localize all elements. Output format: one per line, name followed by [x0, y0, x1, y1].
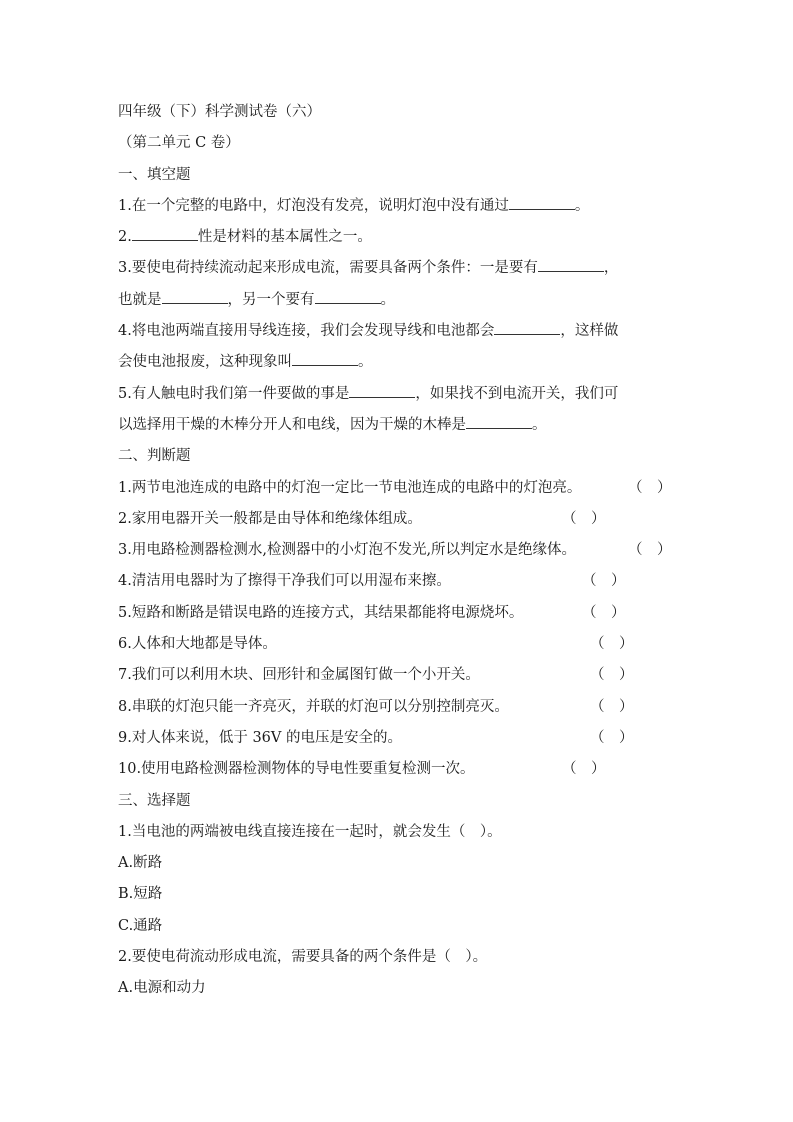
- judge-item: [118, 602, 678, 633]
- answer-bracket[interactable]: （ ）: [628, 479, 672, 496]
- fill-question-4: [118, 320, 678, 351]
- judge-item: [118, 758, 678, 789]
- choice-option[interactable]: B.短路: [118, 886, 163, 903]
- question-text: 10.使用电路检测器检测物体的导电性要重复检测一次。: [118, 761, 475, 778]
- question-text: 2.家用电器开关一般都是由导体和绝缘体组成。: [118, 510, 422, 527]
- question-text: 2.: [118, 229, 132, 246]
- question-text: ，另一个要有: [227, 291, 315, 308]
- fill-question-4-cont: [118, 351, 678, 382]
- judge-item: [118, 727, 678, 758]
- question-text: ，: [603, 260, 619, 277]
- question-text: 9.对人体来说，低于 36V 的电压是安全的。: [118, 729, 402, 746]
- section-heading-fill-blank: 一、填空题: [118, 166, 191, 183]
- question-text: 。: [380, 291, 395, 308]
- page-title: 四年级（下）科学测试卷（六）: [118, 104, 321, 120]
- page-subtitle: （第二单元 C 卷）: [118, 135, 240, 152]
- answer-blank[interactable]: [494, 320, 560, 335]
- answer-bracket[interactable]: （ ）: [590, 636, 634, 653]
- answer-bracket[interactable]: （ ）: [562, 510, 606, 527]
- answer-bracket[interactable]: （ ）: [590, 698, 634, 715]
- question-text: ，如果找不到电流开关，我们可: [415, 385, 619, 402]
- judge-item: [118, 570, 678, 601]
- fill-question-5: [118, 383, 678, 414]
- worksheet: [118, 101, 678, 1009]
- answer-bracket[interactable]: （ ）: [590, 729, 634, 746]
- answer-bracket[interactable]: （ ）: [582, 573, 626, 590]
- answer-blank[interactable]: [509, 195, 575, 210]
- answer-bracket[interactable]: （ ）: [628, 542, 672, 559]
- choice-question-1: 1.当电池的两端被电线直接连接在一起时，就会发生（ ）。: [118, 823, 502, 840]
- section-heading-choice: 三、选择题: [118, 792, 191, 809]
- answer-blank[interactable]: [349, 383, 415, 398]
- choice-option[interactable]: A.电源和动力: [118, 980, 206, 997]
- judge-item: [118, 477, 678, 508]
- question-text: 性是材料的基本属性之一。: [197, 229, 372, 246]
- answer-blank[interactable]: [466, 414, 532, 429]
- choice-option[interactable]: C.通路: [118, 917, 163, 934]
- answer-bracket[interactable]: （ ）: [562, 761, 606, 778]
- judge-item: [118, 696, 678, 727]
- answer-blank[interactable]: [538, 257, 604, 272]
- question-text: 以选择用干燥的木棒分开人和电线，因为干燥的木棒是: [118, 416, 466, 433]
- question-text: 会使电池报废，这种现象叫: [118, 354, 292, 371]
- question-text: 1.两节电池连成的电路中的灯泡一定比一节电池连成的电路中的灯泡亮。: [118, 479, 582, 496]
- question-text: 也就是: [118, 291, 162, 308]
- question-text: 。: [574, 197, 590, 214]
- question-text: ，这样做: [560, 323, 619, 340]
- fill-question-1: [118, 195, 678, 226]
- question-text: 3.要使电荷持续流动起来形成电流，需要具备两个条件：一是要有: [118, 260, 538, 277]
- question-text: 1.在一个完整的电路中，灯泡没有发亮，说明灯泡中没有通过: [118, 197, 509, 214]
- question-text: 8.串联的灯泡只能一齐亮灭，并联的灯泡可以分别控制亮灭。: [118, 698, 509, 715]
- answer-bracket[interactable]: （ ）: [582, 604, 626, 621]
- choice-option[interactable]: A.断路: [118, 855, 163, 872]
- question-text: 4.将电池两端直接用导线连接，我们会发现导线和电池都会: [118, 323, 495, 340]
- answer-bracket[interactable]: （ ）: [590, 667, 634, 684]
- question-text: 。: [532, 416, 547, 433]
- question-text: 3.用电路检测器检测水,检测器中的小灯泡不发光,所以判定水是绝缘体。: [118, 542, 577, 559]
- question-text: 5.有人触电时我们第一件要做的事是: [118, 385, 350, 402]
- question-text: 7.我们可以利用木块、回形针和金属图钉做一个小开关。: [118, 667, 480, 684]
- fill-question-5-cont: [118, 414, 678, 445]
- question-text: 6.人体和大地都是导体。: [118, 636, 277, 653]
- answer-blank[interactable]: [315, 289, 381, 304]
- question-text: 5.短路和断路是错误电路的连接方式，其结果都能将电源烧坏。: [118, 604, 524, 621]
- fill-question-3: [118, 257, 678, 288]
- fill-question-3-cont: [118, 289, 678, 320]
- judge-item: [118, 633, 678, 664]
- judge-item: [118, 539, 678, 570]
- fill-question-2: [118, 226, 678, 257]
- question-text: 。: [358, 354, 373, 371]
- question-text: 4.清洁用电器时为了擦得干净我们可以用湿布来擦。: [118, 573, 451, 590]
- answer-blank[interactable]: [132, 226, 198, 241]
- judge-item: [118, 508, 678, 539]
- judge-item: [118, 664, 678, 695]
- choice-question-2: 2.要使电荷流动形成电流，需要具备的两个条件是（ ）。: [118, 949, 488, 966]
- answer-blank[interactable]: [162, 289, 228, 304]
- section-heading-true-false: 二、判断题: [118, 448, 191, 465]
- answer-blank[interactable]: [292, 351, 358, 366]
